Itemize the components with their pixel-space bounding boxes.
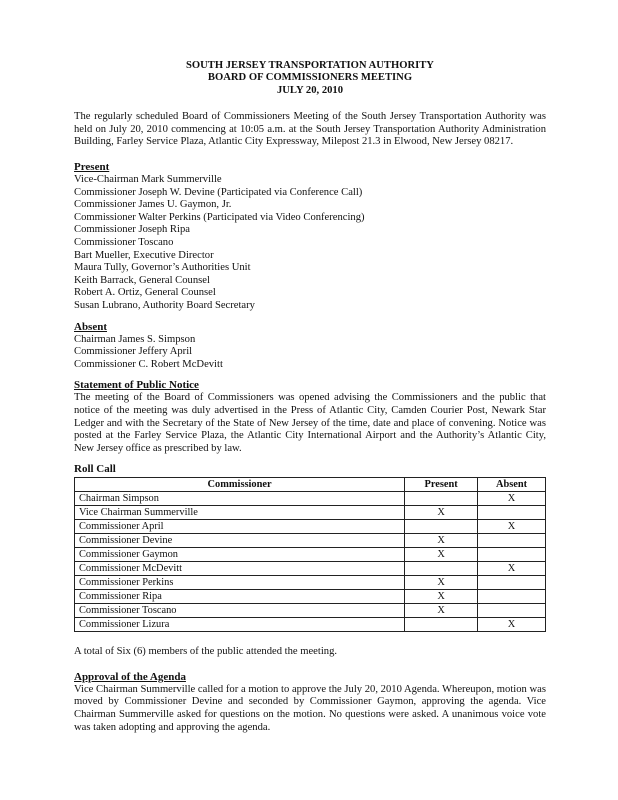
present-name: Susan Lubrano, Authority Board Secretary — [74, 299, 255, 311]
present-name: Commissioner James U. Gaymon, Jr. — [74, 199, 232, 211]
title-line-3: JULY 20, 2010 — [276, 84, 344, 96]
title-line-2: BOARD OF COMMISSIONERS MEETING — [207, 72, 413, 84]
agenda-paragraph: Vice Chairman Summerville called for a motion to approve the July 20, 2010 Agenda. Whereupon, motion was moved by Commissioner Devine and seconded by Commissioner Gaymon, approving the agenda. Vice Chairman Summerville asked for questions on the motion. No questions were asked. A unanimous voice vote was taken adopting and approving the agenda. — [74, 683, 546, 733]
present-name: Commissioner Walter Perkins (Participated via Video Conferencing) — [74, 211, 365, 223]
present-name: Commissioner Joseph W. Devine (Participated via Conference Call) — [74, 186, 363, 198]
notice-section — [74, 379, 546, 455]
table-row — [75, 520, 546, 534]
present-list — [74, 174, 546, 313]
agenda-section — [74, 671, 546, 734]
absent-cell — [478, 534, 546, 548]
title-line-1: SOUTH JERSEY TRANSPORTATION AUTHORITY — [186, 60, 434, 71]
present-cell: X — [405, 576, 478, 590]
absent-cell — [478, 576, 546, 590]
table-row — [75, 576, 546, 590]
absent-cell — [478, 590, 546, 604]
commissioner-cell: Commissioner Lizura — [75, 618, 405, 632]
roll-call-table — [74, 477, 546, 632]
table-row — [75, 506, 546, 520]
column-header-present: Present — [405, 478, 478, 492]
present-name: Bart Mueller, Executive Director — [74, 249, 214, 261]
present-name: Keith Barrack, General Counsel — [74, 274, 210, 286]
present-name: Robert A. Ortiz, General Counsel — [74, 287, 216, 299]
absent-cell: X — [478, 520, 546, 534]
commissioner-cell: Vice Chairman Summerville — [75, 506, 405, 520]
table-row — [75, 604, 546, 618]
commissioner-cell: Commissioner Toscano — [75, 604, 405, 618]
column-header-commissioner: Commissioner — [75, 478, 405, 492]
commissioner-cell: Commissioner April — [75, 520, 405, 534]
table-row — [75, 492, 546, 506]
commissioner-cell: Commissioner Perkins — [75, 576, 405, 590]
commissioner-cell: Commissioner Ripa — [75, 590, 405, 604]
absent-heading: Absent — [74, 320, 108, 333]
table-row — [75, 548, 546, 562]
absent-cell: X — [478, 618, 546, 632]
absent-name: Chairman James S. Simpson — [74, 333, 196, 345]
table-row — [75, 562, 546, 576]
table-header-row — [75, 478, 546, 492]
present-name: Commissioner Joseph Ripa — [74, 224, 190, 236]
present-name: Commissioner Toscano — [74, 236, 174, 248]
present-cell — [405, 492, 478, 506]
absent-cell — [478, 548, 546, 562]
roll-call-heading: Roll Call — [74, 463, 116, 476]
present-name: Vice-Chairman Mark Summerville — [74, 174, 222, 185]
notice-heading: Statement of Public Notice — [74, 379, 199, 392]
roll-call-section — [74, 463, 546, 632]
present-heading: Present — [74, 161, 110, 173]
notice-paragraph: The meeting of the Board of Commissioners was opened advising the Commissioners and the public that notice of the meeting was duly advertised in the Press of Atlantic City, Camden Courier Post, Newark Star Ledger and with the Secretary of the State of New Jersey of the time, date and place of convening. Notice was posted at the Farley Service Plaza, the Atlantic City International Airport and the Authority’s Atlantic City, New Jersey office as prescribed by law. — [74, 392, 546, 454]
absent-name: Commissioner C. Robert McDevitt — [74, 358, 223, 370]
present-cell — [405, 618, 478, 632]
present-name: Maura Tully, Governor’s Authorities Unit — [74, 262, 251, 274]
absent-list — [74, 334, 546, 372]
column-header-absent: Absent — [478, 478, 546, 492]
present-cell: X — [405, 590, 478, 604]
present-cell: X — [405, 506, 478, 520]
document-title — [74, 60, 546, 97]
attendance-note: A total of Six (6) members of the public attended the meeting. — [74, 646, 338, 658]
absent-name: Commissioner Jeffery April — [74, 346, 193, 358]
commissioner-cell: Commissioner Devine — [75, 534, 405, 548]
present-cell — [405, 520, 478, 534]
agenda-heading: Approval of the Agenda — [74, 670, 186, 683]
table-row — [75, 590, 546, 604]
present-cell: X — [405, 548, 478, 562]
commissioner-cell: Commissioner McDevitt — [75, 562, 405, 576]
intro-paragraph: The regularly scheduled Board of Commissioners Meeting of the South Jersey Transportation Authority was held on July 20, 2010 commencing at 10:05 a.m. at the South Jersey Transportation Authority Administration Building, Farley Service Plaza, Atlantic City Expressway, Milepost 21.3 in Elwood, New Jersey 08217. — [74, 111, 546, 148]
absent-cell: X — [478, 562, 546, 576]
present-cell: X — [405, 534, 478, 548]
present-cell — [405, 562, 478, 576]
table-row — [75, 618, 546, 632]
table-row — [75, 534, 546, 548]
commissioner-cell: Chairman Simpson — [75, 492, 405, 506]
present-cell: X — [405, 604, 478, 618]
absent-cell — [478, 604, 546, 618]
present-section — [74, 161, 546, 313]
absent-cell — [478, 506, 546, 520]
commissioner-cell: Commissioner Gaymon — [75, 548, 405, 562]
absent-section — [74, 321, 546, 372]
absent-cell: X — [478, 492, 546, 506]
